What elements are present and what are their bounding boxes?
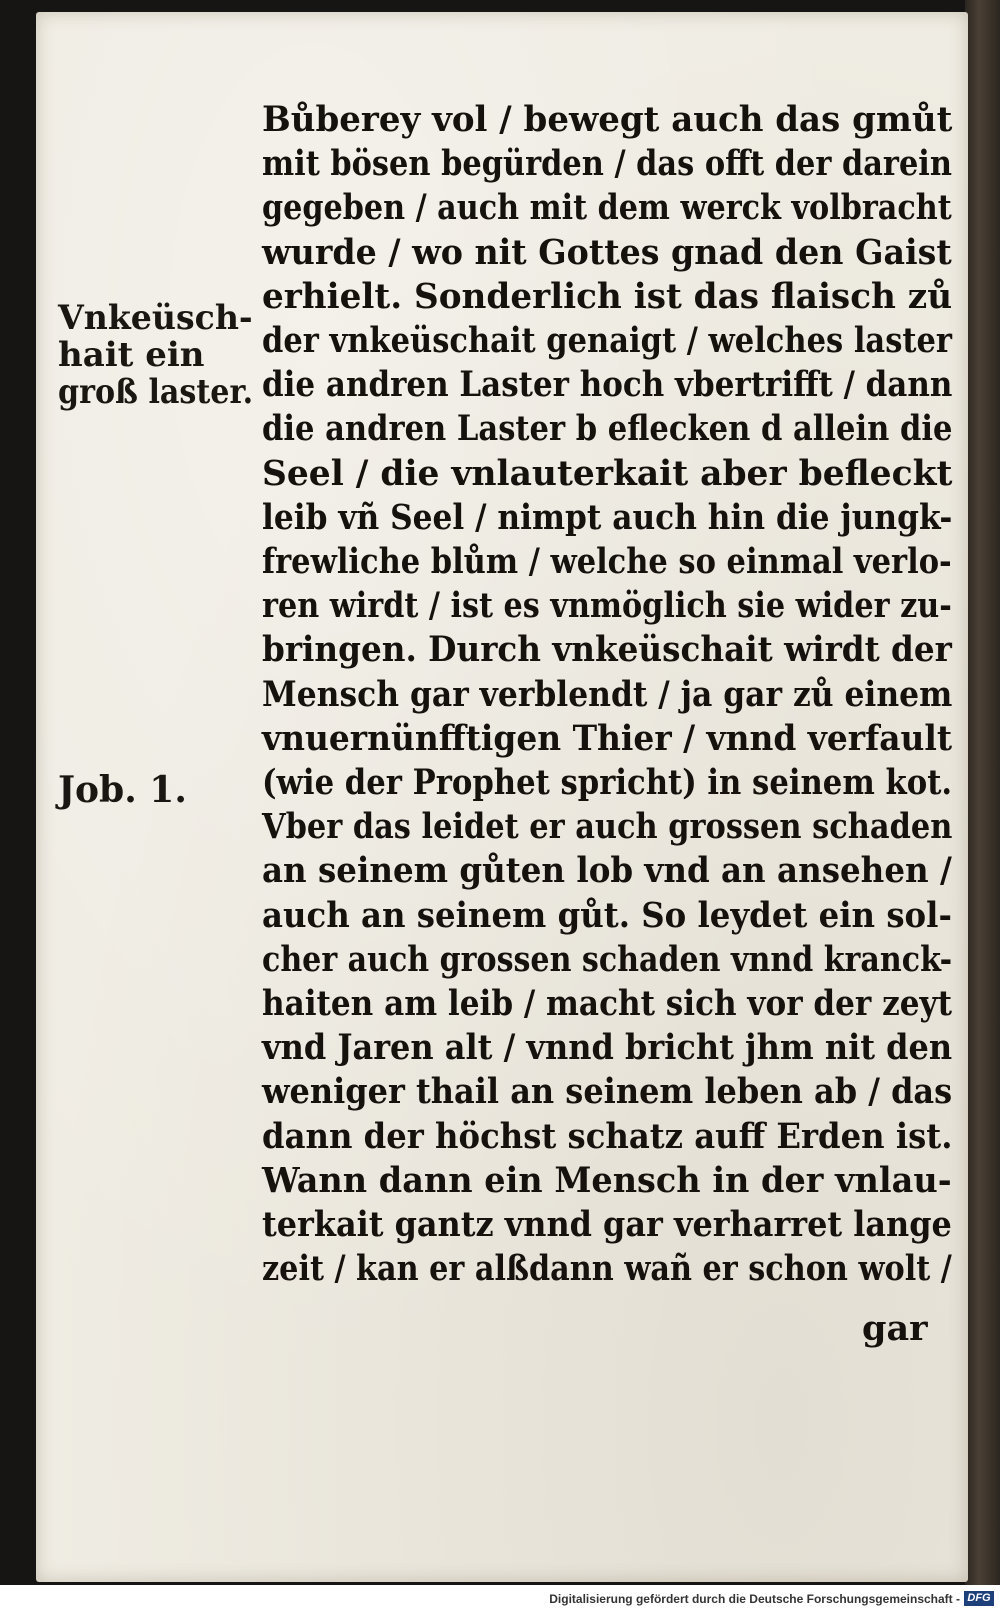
marginal-note-line: groß laster. bbox=[58, 372, 254, 412]
text-line: Bůberey vol / bewegt auch das gmůt bbox=[262, 99, 953, 140]
funding-credit: Digitalisierung gefördert durch die Deutsche Forschungsgemeinschaft - bbox=[549, 1592, 960, 1606]
main-text-block bbox=[262, 98, 952, 1291]
text-line: ren wirdt / ist es vnmöglich sie wider zu- bbox=[262, 585, 952, 627]
text-line: cher auch grossen schaden vnnd kranck- bbox=[262, 938, 953, 980]
text-line: zeit / kan er alßdann wañ er schon wolt / bbox=[262, 1248, 952, 1290]
text-line: die andren Laster b eflecken d allein die bbox=[262, 408, 953, 450]
text-line: leib vñ Seel / nimpt auch hin die jungk- bbox=[262, 496, 953, 538]
text-line: gegeben / auch mit dem werck volbracht bbox=[262, 187, 952, 229]
text-line: terkait gantz vnnd gar verharret lange bbox=[262, 1204, 952, 1246]
text-line: vnuernünfftigen Thier / vnnd verfault bbox=[262, 717, 953, 759]
footer-bar bbox=[0, 1585, 1000, 1615]
marginal-note-line: hait ein bbox=[58, 335, 205, 375]
text-line: Mensch gar verblendt / ja gar zů einem bbox=[262, 673, 953, 715]
marginal-reference-line: Job. 1. bbox=[58, 769, 187, 811]
text-line: Wann dann ein Mensch in der vnlau- bbox=[262, 1159, 952, 1201]
text-line: die andren Laster hoch vbertrifft / dann bbox=[262, 364, 953, 406]
text-line: an seinem gůten lob vnd an ansehen / bbox=[262, 850, 952, 892]
text-line: erhielt. Sonderlich ist das flaisch zů bbox=[262, 275, 953, 317]
text-line: Seel / die vnlauterkait aber befleckt bbox=[262, 452, 953, 494]
text-line: haiten am leib / macht sich vor der zeyt bbox=[262, 983, 952, 1025]
text-line: der vnkeüschait genaigt / welches laster bbox=[262, 320, 953, 362]
text-line: Vber das leidet er auch grossen schaden bbox=[262, 806, 953, 848]
text-line: wurde / wo nit Gottes gnad den Gaist bbox=[262, 231, 952, 273]
text-line: mit bösen begürden / das offt der darein bbox=[262, 143, 952, 185]
text-line: (wie der Prophet spricht) in seinem kot. bbox=[262, 762, 953, 804]
marginal-note bbox=[58, 300, 258, 411]
marginal-reference bbox=[58, 769, 258, 811]
text-line: bringen. Durch vnkeüschait wirdt der bbox=[262, 629, 952, 671]
text-line: dann der höchst schatz auff Erden ist. bbox=[262, 1115, 953, 1157]
catchword: gar bbox=[862, 1308, 928, 1349]
text-line: weniger thail an seinem leben ab / das bbox=[262, 1071, 953, 1113]
text-line: vnd Jaren alt / vnnd bricht jhm nit den bbox=[262, 1027, 953, 1069]
book-edge bbox=[965, 0, 1000, 1585]
marginal-note-line: Vnkeüsch- bbox=[58, 298, 253, 338]
dfg-logo: DFG bbox=[964, 1591, 994, 1606]
text-line: frewliche blům / welche so einmal verlo- bbox=[262, 541, 952, 583]
text-line: auch an seinem gůt. So leydet ein sol- bbox=[262, 894, 952, 936]
